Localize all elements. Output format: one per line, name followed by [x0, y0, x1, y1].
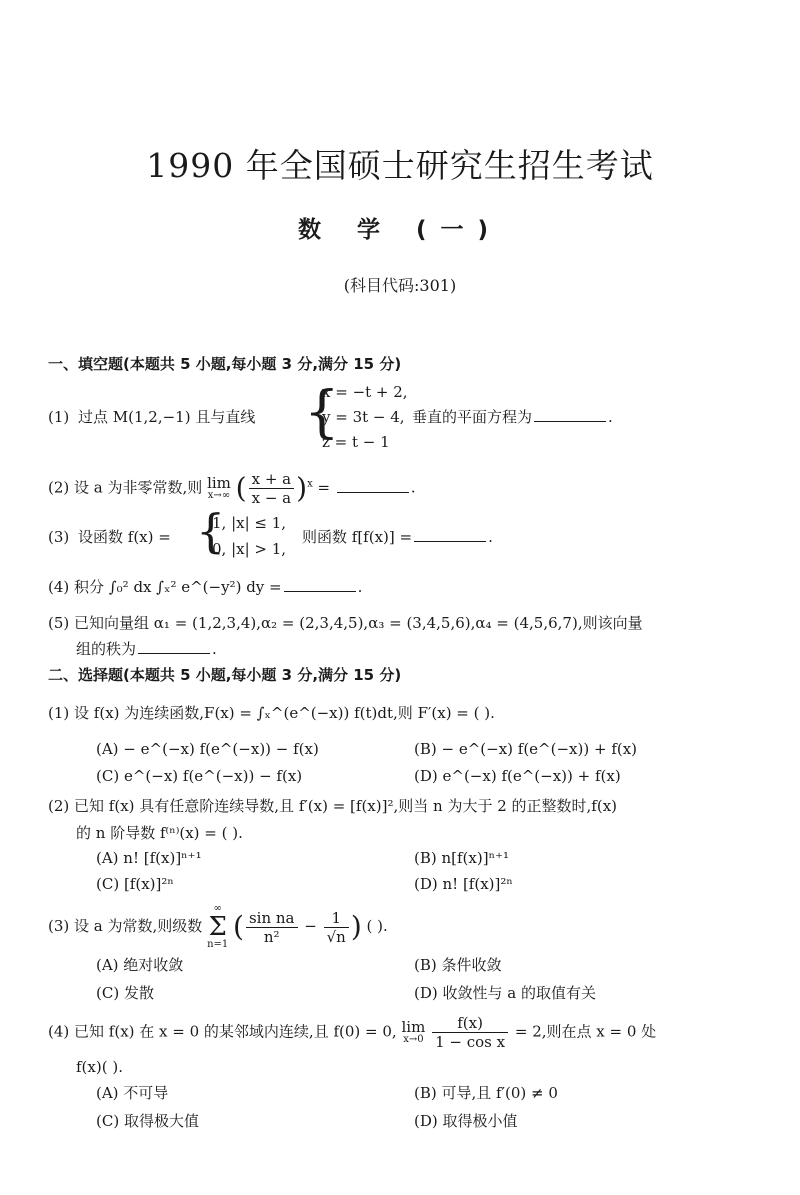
- s1-q2-frac: [249, 470, 295, 507]
- s2-q1-option-d[interactable]: (D) e^(−x) f(e^(−x)) + f(x): [414, 767, 621, 785]
- s2-q2-line2: 的 n 阶导数 f⁽ⁿ⁾(x) = ( ).: [76, 824, 243, 842]
- s1-q3-end: .: [488, 528, 493, 546]
- s1-q3-blank[interactable]: [414, 527, 486, 542]
- s2-q2-line1: [48, 795, 617, 817]
- s2-q3-sigma-sup: ∞: [213, 903, 222, 914]
- s2-q2-option-c[interactable]: (C) [f(x)]²ⁿ: [96, 875, 174, 893]
- s1-q2-exp: x: [307, 478, 313, 490]
- s2-q3-option-c[interactable]: (C) 发散: [96, 984, 154, 1002]
- s1-q1-pre: 过点 M(1,2,−1) 且与直线: [78, 408, 256, 426]
- s1-q3-post-text: 则函数 f[f(x)] =: [302, 528, 413, 546]
- s2-q1-num: (1): [48, 704, 70, 722]
- s1-q2-num: (2): [48, 478, 70, 497]
- s1-q1-num: (1): [48, 408, 70, 426]
- s2-q2-option-b[interactable]: (B) n[f(x)]ⁿ⁺¹: [414, 849, 509, 867]
- s1-q3-case1: 1, |x| ≤ 1,: [212, 514, 287, 532]
- s2-q3-pre: 设 a 为常数,则级数: [74, 917, 203, 935]
- s2-q4-lim-sub: x→0: [403, 1034, 424, 1045]
- s2-q3-minus: −: [299, 917, 322, 935]
- section2-heading: 二、选择题(本题共 5 小题,每小题 3 分,满分 15 分): [48, 666, 402, 684]
- s1-q1-blank[interactable]: [534, 407, 606, 422]
- s2-q2-num: (2): [48, 797, 70, 815]
- s2-q3-sigma: [207, 904, 228, 950]
- s2-q3-frac1-num: sin na: [246, 909, 298, 928]
- s2-q1: [48, 702, 495, 724]
- s2-q4-option-d[interactable]: (D) 取得极小值: [414, 1112, 518, 1130]
- s1-q2-lim: [207, 476, 231, 501]
- s1-q5-line2-text: 组的秩为: [76, 640, 137, 658]
- s2-q4-lim-text: lim: [401, 1018, 426, 1036]
- s2-q3-num: (3): [48, 917, 70, 935]
- s2-q3-frac2-num: 1: [324, 909, 349, 928]
- s1-q2-end: .: [410, 478, 416, 497]
- s2-q3: [48, 904, 388, 950]
- s2-q3-option-b[interactable]: (B) 条件收敛: [414, 956, 502, 974]
- s1-q3-case2: 0, |x| > 1,: [212, 540, 287, 558]
- s1-q2-lparen: (: [235, 471, 247, 505]
- s1-q2-post: =: [317, 478, 335, 497]
- subject-code: (科目代码:301): [343, 276, 457, 295]
- s1-q2-blank[interactable]: [337, 478, 409, 493]
- s1-q4-num: (4): [48, 578, 70, 596]
- s1-q3-post: [302, 526, 493, 548]
- s1-q1-post-text: 垂直的平面方程为: [412, 408, 533, 426]
- s1-q3-brace: {: [196, 504, 226, 558]
- s1-q2-lim-sub: x→∞: [207, 490, 231, 501]
- s1-q3-num: (3): [48, 528, 70, 546]
- s1-q2-frac-den: x − a: [251, 489, 292, 507]
- s2-q4-num: (4): [48, 1022, 70, 1041]
- s1-q3-pre: 设函数 f(x) =: [78, 528, 171, 546]
- s1-q2: [48, 470, 416, 507]
- s1-q2-rparen: ): [296, 471, 308, 505]
- s1-q5-end: .: [212, 640, 217, 658]
- s2-q4-frac: [432, 1014, 508, 1051]
- s2-q4-option-a[interactable]: (A) 不可导: [96, 1084, 169, 1102]
- s1-q1-line1: x = −t + 2,: [322, 383, 408, 401]
- s1-q5-line2: [76, 638, 217, 660]
- s2-q1-option-c[interactable]: (C) e^(−x) f(e^(−x)) − f(x): [96, 767, 303, 785]
- s2-q2-option-d[interactable]: (D) n! [f(x)]²ⁿ: [414, 875, 513, 893]
- section1-heading: 一、填空题(本题共 5 小题,每小题 3 分,满分 15 分): [48, 355, 402, 373]
- s1-q4-blank[interactable]: [284, 577, 356, 592]
- s2-q4: [48, 1014, 656, 1051]
- exam-subtitle: 数 学 (一): [297, 217, 503, 243]
- s2-q3-option-d[interactable]: (D) 收敛性与 a 的取值有关: [414, 984, 596, 1002]
- s2-q4-pre: 已知 f(x) 在 x = 0 的某邻域内连续,且 f(0) = 0,: [74, 1022, 397, 1041]
- s2-q4-frac-num: f(x): [432, 1014, 508, 1033]
- s1-q1-line3: z = t − 1: [322, 433, 390, 451]
- s2-q2-line1-text: 已知 f(x) 具有任意阶连续导数,且 f′(x) = [f(x)]²,则当 n 为大于 2 的正整数时,f(x): [74, 797, 618, 815]
- s2-q3-option-a[interactable]: (A) 绝对收敛: [96, 956, 184, 974]
- s2-q1-option-a[interactable]: (A) − e^(−x) f(e^(−x)) − f(x): [96, 740, 319, 758]
- s2-q4-option-c[interactable]: (C) 取得极大值: [96, 1112, 199, 1130]
- s2-q3-frac2-den: √n: [326, 927, 346, 946]
- s1-q4-end: .: [357, 578, 363, 596]
- s2-q1-text: 设 f(x) 为连续函数,F(x) = ∫ₓ^(e^(−x)) f(t)dt,则 F′(x) = ( ).: [74, 704, 495, 722]
- exam-title: 1990 年全国硕士研究生招生考试: [146, 146, 654, 185]
- s2-q4-post: = 2,则在点 x = 0 处: [514, 1022, 657, 1041]
- s1-q5-line1: [48, 612, 643, 634]
- s2-q3-frac1: [246, 909, 298, 946]
- s1-q1-line2: y = 3t − 4,: [322, 408, 405, 426]
- s2-q3-sigma-sym: Σ: [208, 912, 227, 942]
- s2-q4-line2: f(x)( ).: [76, 1058, 123, 1076]
- s1-q4-pre: 积分: [74, 578, 105, 596]
- s2-q4-option-b[interactable]: (B) 可导,且 f′(0) ≠ 0: [414, 1084, 558, 1102]
- s2-q2-option-a[interactable]: (A) n! [f(x)]ⁿ⁺¹: [96, 849, 202, 867]
- s1-q1-end: .: [608, 408, 613, 426]
- s2-q1-option-b[interactable]: (B) − e^(−x) f(e^(−x)) + f(x): [414, 740, 638, 758]
- s2-q3-post: ( ).: [366, 917, 388, 935]
- s1-q5-line1-text: 已知向量组 α₁ = (1,2,3,4),α₂ = (2,3,4,5),α₃ = (3,4,5,6),α₄ = (4,5,6,7),则该向量: [74, 614, 643, 632]
- s1-q4-expr: ∫₀² dx ∫ₓ² e^(−y²) dy =: [108, 578, 282, 596]
- s1-q5-blank[interactable]: [138, 639, 210, 654]
- s1-q4: [48, 576, 362, 598]
- s2-q3-sigma-sub: n=1: [207, 939, 229, 950]
- s2-q3-frac1-den: n²: [263, 927, 280, 946]
- s2-q4-frac-den: 1 − cos x: [435, 1033, 506, 1051]
- s1-q2-pre: 设 a 为非零常数,则: [74, 478, 203, 497]
- s1-q2-frac-num: x + a: [249, 470, 295, 489]
- s2-q3-rparen: ): [350, 910, 362, 943]
- s2-q3-lparen: (: [233, 910, 244, 943]
- s1-q2-lim-text: lim: [207, 474, 231, 492]
- s1-q5-num: (5): [48, 614, 70, 632]
- s2-q4-lim: [401, 1020, 425, 1045]
- s1-q1-brace: {: [304, 380, 340, 445]
- s1-q1-post: [412, 406, 613, 428]
- s2-q3-frac2: [324, 909, 349, 946]
